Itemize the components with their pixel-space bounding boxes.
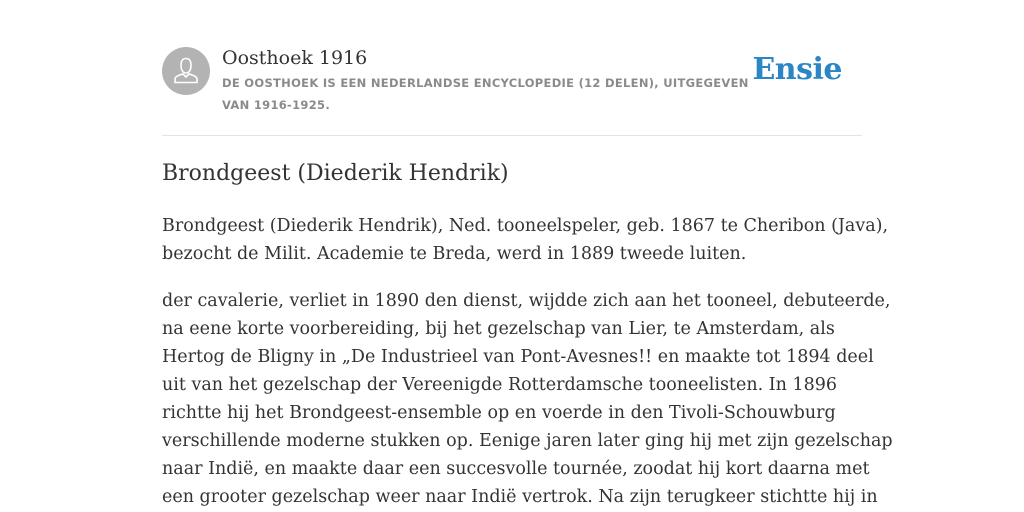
paragraph-line: verschillende moderne stukken op. Eenige jaren later ging hij met zijn gezelschap [162, 431, 893, 451]
divider [162, 135, 862, 136]
paragraph-line: Brondgeest (Diederik Hendrik), Ned. tooneelspeler, geb. 1867 te Cheribon (Java), [162, 216, 889, 236]
source-header [162, 46, 862, 116]
user-icon [162, 47, 210, 95]
paragraph-line: na eene korte voorbereiding, bij het gezelschap van Lier, te Amsterdam, als [162, 319, 835, 339]
paragraph-line: bezocht de Milit. Academie te Breda, werd in 1889 tweede luiten. [162, 244, 747, 264]
source-title[interactable]: Oosthoek 1916 [222, 47, 368, 69]
paragraph-line: naar Indië, en maakte daar een succesvolle tournée, zoodat hij kort daarna met [162, 459, 870, 479]
article-paragraph [162, 212, 889, 268]
source-description: DE OOSTHOEK IS EEN NEDERLANDSE ENCYCLOPEDIE (12 DELEN), UITGEGEVEN VAN 1916-1925. [222, 76, 749, 112]
paragraph-line: richtte hij het Brondgeest-ensemble op en voerde in den Tivoli-Schouwburg [162, 403, 836, 423]
brand-logo[interactable]: Ensie [752, 52, 842, 87]
paragraph-line: uit van het gezelschap der Vereenigde Rotterdamsche tooneelisten. In 1896 [162, 375, 837, 395]
paragraph-line: Hertog de Bligny in „De Industrieel van Pont-Avesnes!! en maakte tot 1894 deel [162, 347, 874, 367]
article-paragraph [162, 287, 893, 511]
paragraph-line: der cavalerie, verliet in 1890 den dienst, wijdde zich aan het tooneel, debuteerde, [162, 291, 891, 311]
article-title: Brondgeest (Diederik Hendrik) [162, 161, 509, 186]
paragraph-line: een grooter gezelschap weer naar Indië vertrok. Na zijn terugkeer stichtte hij in [162, 487, 878, 507]
